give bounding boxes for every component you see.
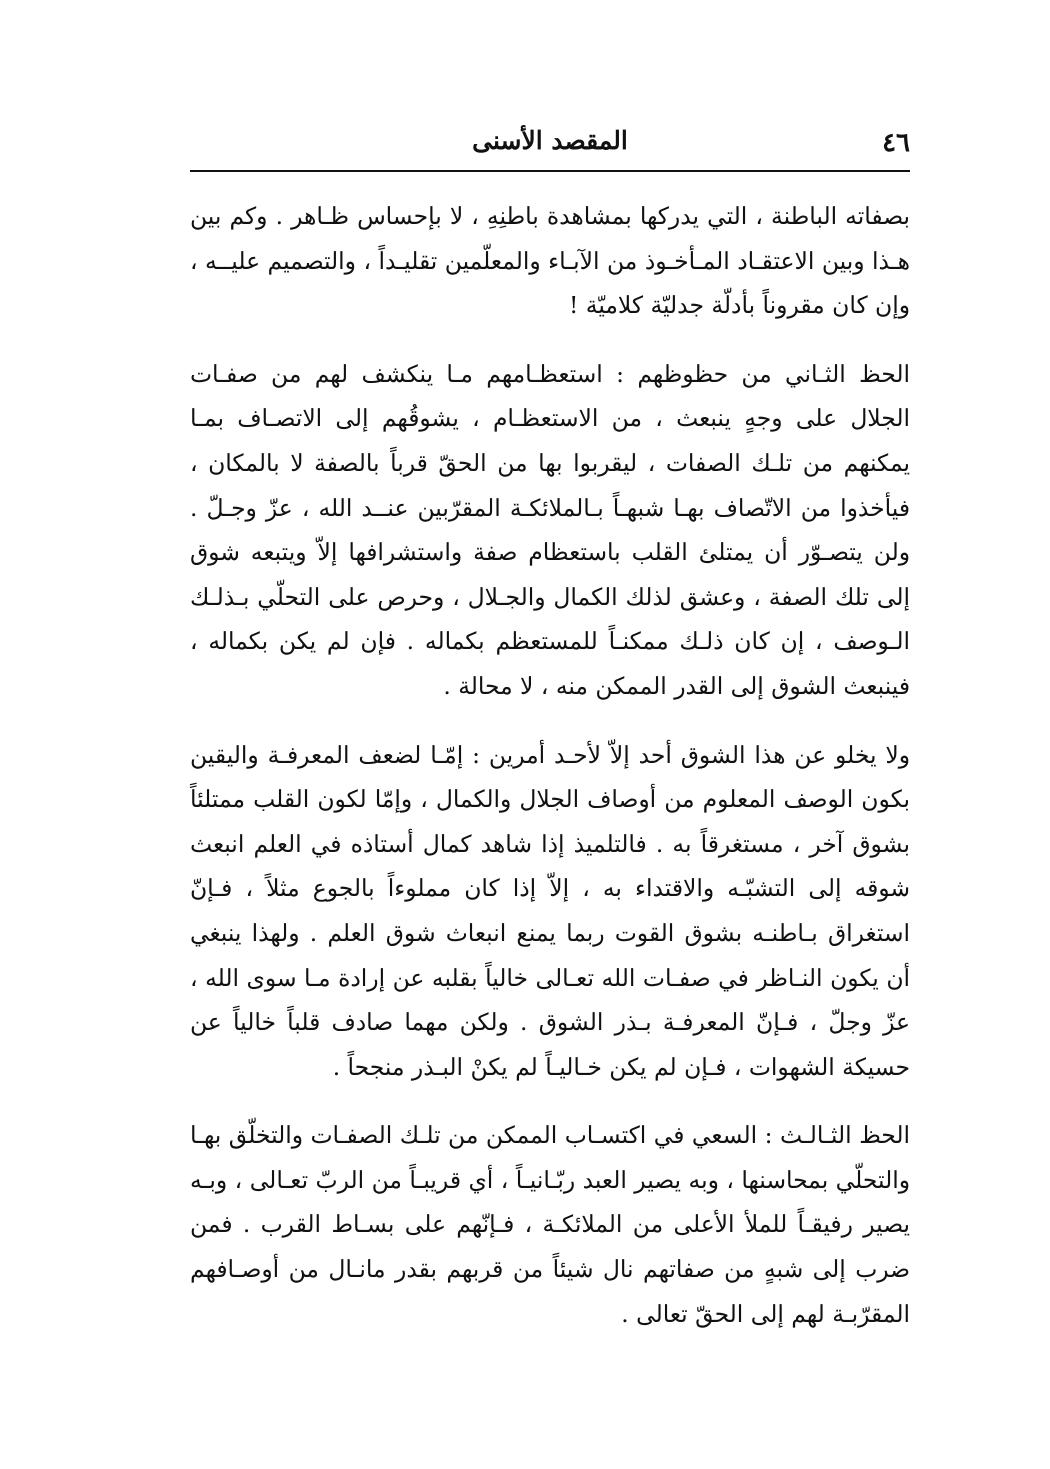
- paragraph-second-portion: الحظ الثـاني من حظوظهم : استعظـامهم مـا ينكشف لهم من صفـات الجلال على وجهٍ ينبعث ، من الاستعظـام ، يشوقُهم إلى الاتصـاف بمـا يمكنهم من تلـك الصفات ، ليقربوا بها من الحقّ قرباً بالصفة لا بالمكان ، فيأخذوا من الاتّصاف بهـا شبهـاً بـالملائكـة المقرّبين عنــد الله ، عزّ وجـلّ . ولن يتصـوّر أن يمتلئ القلب باستعظام صفة واستشرافها إلاّ ويتبعه شوق إلى تلك الصفة ، وعشق لذلك الكمال والجـلال ، وحرص على التحلّي بـذلـك الـوصف ، إن كان ذلـك ممكنـاً للمستعظم بكماله . فإن لم يكن بكماله ، فينبعث الشوق إلى القدر الممكن منه ، لا محالة .: [190, 359, 910, 700]
- book-page: [190, 118, 910, 1336]
- paragraph-third-portion: الحظ الثـالـث : السعي في اكتسـاب الممكن من تلـك الصفـات والتخلّق بهـا والتحلّي بمحاسنها ، وبه يصير العبد ربّـانيـاً ، أي قريبـاً من الربّ تعـالى ، وبـه يصير رفيقـاً للملأ الأعلى من الملائكـة ، فـإنّهم على بسـاط القرب . فمن ضرب إلى شبهٍ من صفاتهم نال شيئاً من قربهم بقدر مانـال من أوصـافهم المقرّبـة لهم إلى الحقّ تعالى .: [190, 1121, 910, 1328]
- header-rule: [190, 170, 910, 172]
- page-number: ٤٦: [882, 128, 910, 158]
- paragraph-continuation: بصفاته الباطنة ، التي يدركها بمشاهدة باطنِهِ ، لا بإحساس ظـاهر . وكم بين هـذا وبين الاعتقـاد المـأخـوذ من الآبـاء والمعلّمين تقليـداً ، والتصميم عليــه ، وإن كان مقروناً بأدلّة جدليّة كلاميّة !: [190, 202, 910, 320]
- book-title: المقصد الأسنى: [472, 126, 628, 155]
- body-text: [190, 194, 910, 1336]
- paragraph-longing: ولا يخلو عن هذا الشوق أحد إلاّ لأحـد أمرين : إمّـا لضعف المعرفـة واليقين بكون الوصف المعلوم من أوصاف الجلال والكمال ، وإمّا لكون القلب ممتلئاً بشوق آخر ، مستغرقاً به . فالتلميذ إذا شاهد كمال أستاذه في العلم انبعث شوقه إلى التشبّـه والاقتداء به ، إلاّ إذا كان مملوءاً بالجوع مثلاً ، فـإنّ استغراق بـاطنـه بشوق القوت ربما يمنع انبعاث شوق العلم . ولهذا ينبغي أن يكون النـاظر في صفـات الله تعـالى خالياً بقلبه عن إرادة مـا سوى الله ، عزّ وجلّ ، فـإنّ المعرفـة بـذر الشوق . ولكن مهما صادف قلباً خالياً عن حسيكة الشهوات ، فـإن لم يكن خـاليـاً لم يكنْ البـذر منجحاً .: [190, 740, 910, 1081]
- running-header: [190, 118, 910, 170]
